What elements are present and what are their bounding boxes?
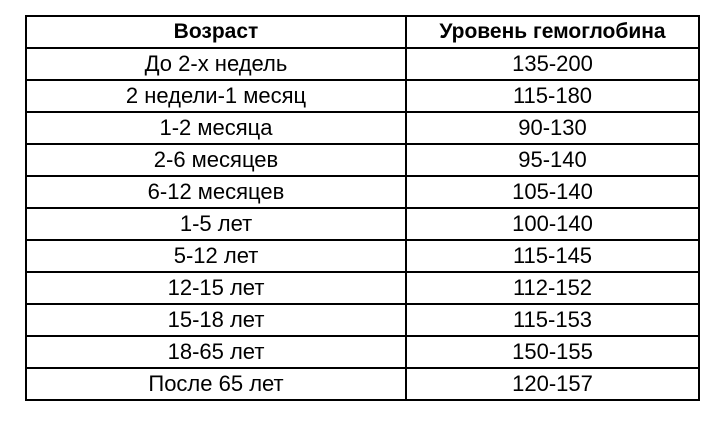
hemoglobin-cell: 105-140: [406, 176, 699, 208]
table-row: [26, 176, 699, 208]
age-cell: После 65 лет: [26, 368, 406, 400]
hemoglobin-cell: 100-140: [406, 208, 699, 240]
hemoglobin-table: [25, 15, 700, 401]
hemoglobin-cell: 112-152: [406, 272, 699, 304]
table-row: [26, 144, 699, 176]
table-row: [26, 208, 699, 240]
hemoglobin-cell: 95-140: [406, 144, 699, 176]
age-cell: До 2-х недель: [26, 48, 406, 80]
table-row: [26, 48, 699, 80]
age-cell: 1-2 месяца: [26, 112, 406, 144]
age-cell: 5-12 лет: [26, 240, 406, 272]
hemoglobin-cell: 115-180: [406, 80, 699, 112]
hemoglobin-cell: 135-200: [406, 48, 699, 80]
table-row: [26, 336, 699, 368]
table-row: [26, 240, 699, 272]
age-cell: 2 недели-1 месяц: [26, 80, 406, 112]
table-row: [26, 368, 699, 400]
age-cell: 18-65 лет: [26, 336, 406, 368]
hemoglobin-cell: 150-155: [406, 336, 699, 368]
age-cell: 1-5 лет: [26, 208, 406, 240]
hemoglobin-table-container: [25, 15, 700, 401]
hemoglobin-cell: 115-153: [406, 304, 699, 336]
table-row: [26, 112, 699, 144]
header-hemoglobin-level: Уровень гемоглобина: [406, 16, 699, 48]
table-row: [26, 272, 699, 304]
table-row: [26, 304, 699, 336]
hemoglobin-cell: 120-157: [406, 368, 699, 400]
age-cell: 15-18 лет: [26, 304, 406, 336]
age-cell: 6-12 месяцев: [26, 176, 406, 208]
age-cell: 2-6 месяцев: [26, 144, 406, 176]
hemoglobin-cell: 115-145: [406, 240, 699, 272]
header-row: [26, 16, 699, 48]
table-row: [26, 80, 699, 112]
hemoglobin-cell: 90-130: [406, 112, 699, 144]
header-age: Возраст: [26, 16, 406, 48]
age-cell: 12-15 лет: [26, 272, 406, 304]
